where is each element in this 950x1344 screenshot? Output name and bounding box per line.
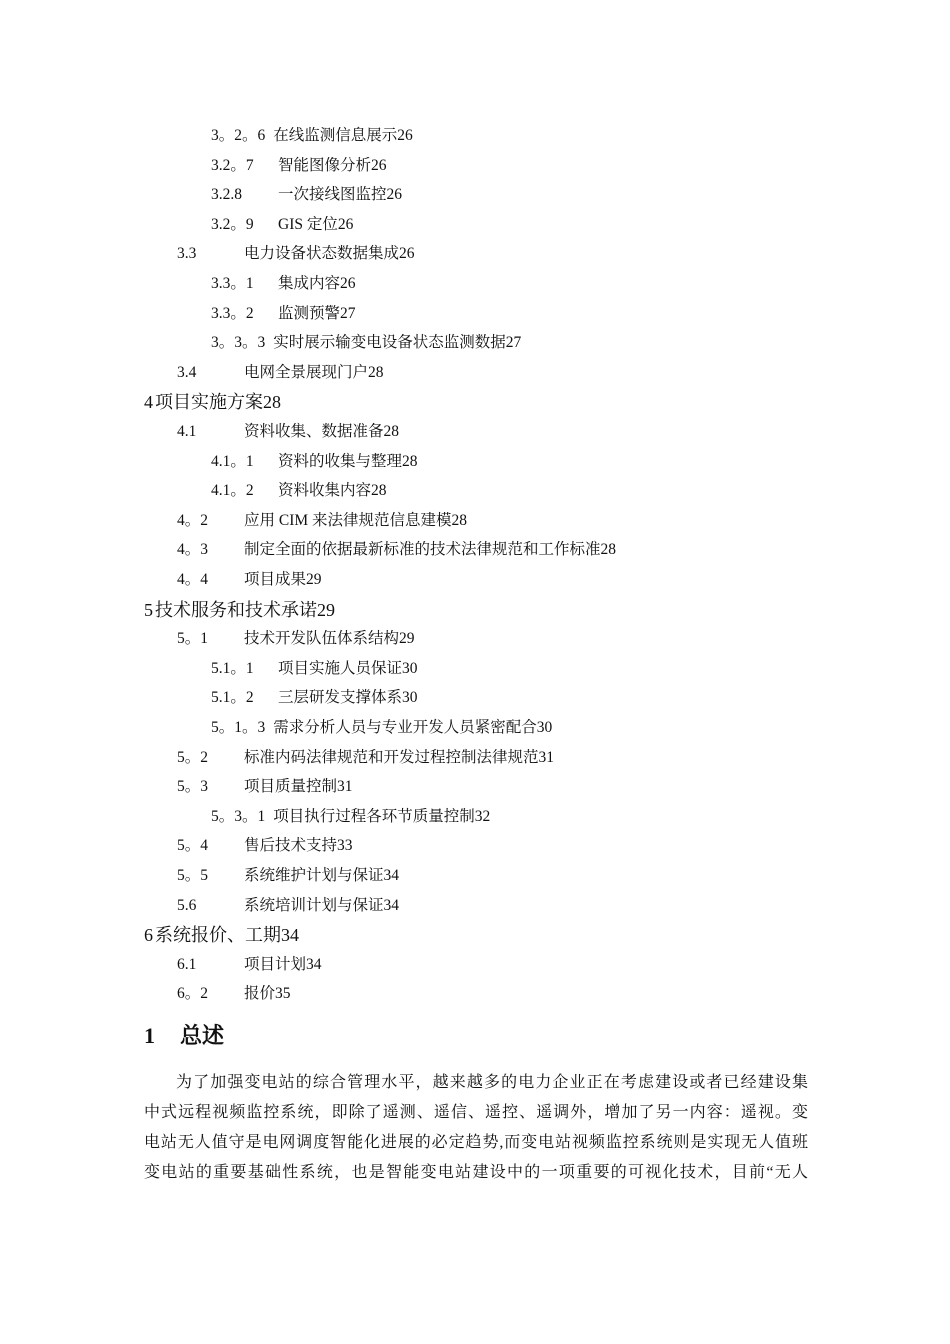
- toc-title: 技术开发队伍体系结构: [244, 630, 400, 648]
- toc-title: 项目实施人员保证: [278, 659, 403, 677]
- paragraph-line: 为了加强变电站的综合管理水平，越来越多的电力企业正在考虑建设或者已经建设集: [176, 1074, 808, 1091]
- toc-page-number: 26: [371, 156, 387, 174]
- toc-title: 集成内容: [278, 275, 341, 292]
- toc-page-number: 34: [383, 867, 400, 884]
- toc-page-number: 35: [275, 985, 291, 1003]
- toc-title: 在线监测信息展示: [273, 127, 398, 144]
- toc-page-number: 28: [402, 452, 418, 470]
- toc-entry[interactable]: [177, 627, 415, 651]
- toc-page-number: 29: [317, 599, 335, 620]
- toc-number: 3.2.8: [211, 186, 242, 204]
- toc-page-number: 28: [383, 423, 400, 440]
- toc-page-number: 34: [383, 896, 400, 914]
- toc-title: 需求分析人员与专业开发人员紧密配合: [273, 719, 537, 736]
- toc-entry[interactable]: [177, 242, 415, 266]
- toc-entry[interactable]: [144, 390, 281, 414]
- toc-number: 5。3: [177, 778, 209, 796]
- toc-title: 系统培训计划与保证: [244, 896, 384, 914]
- toc-entry[interactable]: [211, 213, 353, 237]
- toc-number: 5。4: [177, 837, 209, 855]
- toc-number: 5.1。2: [211, 689, 254, 707]
- toc-number: 5。3。1: [211, 807, 266, 825]
- section-title: 总述: [180, 1023, 225, 1048]
- toc-page-number: 28: [600, 541, 617, 559]
- toc-title: 项目执行过程各环节质量控制: [273, 807, 475, 825]
- toc-page-number: 26: [337, 215, 354, 233]
- toc-page-number: 27: [505, 334, 522, 352]
- toc-page-number: 28: [263, 392, 281, 413]
- toc-entry[interactable]: [211, 686, 418, 710]
- toc-page-number: 34: [281, 925, 299, 946]
- toc-entry[interactable]: [177, 361, 384, 385]
- toc-page-number: 31: [538, 748, 555, 766]
- toc-page-number: 27: [340, 304, 356, 322]
- toc-number: 3.3。1: [211, 275, 254, 292]
- toc-number: 4: [144, 392, 153, 413]
- toc-entry[interactable]: [177, 538, 616, 562]
- toc-entry[interactable]: [177, 509, 467, 533]
- toc-title: 资料的收集与整理: [278, 452, 403, 470]
- toc-title: 系统报价、工期: [155, 925, 281, 946]
- toc-entry[interactable]: [211, 154, 387, 178]
- toc-page-number: 28: [451, 511, 468, 529]
- toc-number: 3.4: [177, 363, 197, 381]
- toc-number: 5。1: [177, 630, 209, 648]
- toc-page-number: 29: [306, 571, 322, 588]
- toc-number: 6: [144, 925, 153, 946]
- toc-entry[interactable]: [177, 982, 291, 1006]
- toc-page-number: 26: [340, 275, 356, 292]
- toc-number: 4.1。1: [211, 452, 254, 470]
- section-number: 1: [144, 1023, 155, 1048]
- toc-title: 应用 CIM 来法律规范信息建模: [244, 511, 452, 529]
- toc-page-number: 34: [306, 955, 322, 973]
- toc-entry[interactable]: [211, 716, 552, 740]
- toc-page-number: 30: [402, 659, 418, 677]
- toc-page-number: 26: [399, 245, 415, 263]
- toc-number: 4.1。2: [211, 482, 254, 500]
- toc-entry[interactable]: [177, 864, 399, 888]
- toc-entry[interactable]: [177, 834, 353, 858]
- toc-title: 标准内码法律规范和开发过程控制法律规范: [244, 748, 539, 766]
- toc-page-number: 29: [399, 630, 415, 648]
- toc-number: 4。2: [177, 511, 209, 529]
- toc-number: 6.1: [177, 955, 197, 973]
- toc-title: 售后技术支持: [244, 837, 338, 855]
- toc-entry[interactable]: [177, 568, 322, 592]
- toc-entry[interactable]: [211, 450, 418, 474]
- toc-page-number: 30: [536, 719, 553, 736]
- toc-number: 3.3: [177, 245, 197, 263]
- toc-entry[interactable]: [144, 598, 335, 622]
- toc-number: 4.1: [177, 423, 197, 440]
- paragraph-line: 变电站的重要基础性系统，也是智能变电站建设中的一项重要的可视化技术，目前“无人: [144, 1164, 808, 1181]
- paragraph-line: 电站无人值守是电网调度智能化进展的必定趋势,而变电站视频监控系统则是实现无人值班: [144, 1134, 808, 1151]
- toc-number: 5.1。1: [211, 659, 254, 677]
- toc-page-number: 30: [402, 689, 418, 707]
- toc-page-number: 32: [474, 807, 491, 825]
- section-heading: [144, 1020, 224, 1052]
- toc-entry[interactable]: [177, 775, 353, 799]
- toc-title: 智能图像分析: [278, 156, 372, 174]
- toc-title: 电力设备状态数据集成: [244, 245, 400, 263]
- toc-number: 6。2: [177, 985, 209, 1003]
- toc-title: 项目计划: [244, 955, 307, 973]
- toc-title: 三层研发支撑体系: [278, 689, 403, 707]
- toc-number: 5: [144, 599, 153, 620]
- toc-number: 3。2。6: [211, 127, 266, 144]
- toc-entry[interactable]: [211, 124, 413, 148]
- toc-page-number: 26: [397, 127, 413, 144]
- toc-number: 3.3。2: [211, 304, 254, 322]
- paragraph-line: 中式远程视频监控系统，即除了遥测、遥信、遥控、遥调外，增加了另一内容：遥视。变: [144, 1104, 808, 1121]
- toc-number: 5.6: [177, 896, 197, 914]
- toc-entry[interactable]: [211, 302, 356, 326]
- toc-title: 资料收集内容: [278, 482, 372, 500]
- toc-number: 4。4: [177, 571, 209, 588]
- toc-title: 系统维护计划与保证: [244, 867, 384, 884]
- toc-entry[interactable]: [144, 923, 299, 947]
- toc-title: 实时展示输变电设备状态监测数据: [273, 334, 506, 352]
- toc-title: 制定全面的依据最新标准的技术法律规范和工作标准: [244, 541, 601, 559]
- toc-title: 电网全景展现门户: [244, 363, 369, 381]
- toc-entry[interactable]: [211, 657, 418, 681]
- toc-title: 项目成果: [244, 571, 307, 588]
- toc-title: 项目实施方案: [155, 392, 263, 413]
- toc-number: 3.2。7: [211, 156, 254, 174]
- toc-page-number: 28: [368, 363, 384, 381]
- toc-title: 监测预警: [278, 304, 341, 322]
- toc-number: 5。5: [177, 867, 209, 884]
- toc-entry[interactable]: [177, 953, 322, 977]
- toc-entry[interactable]: [177, 746, 554, 770]
- toc-entry[interactable]: [211, 805, 490, 829]
- toc-title: GIS 定位: [278, 215, 338, 233]
- toc-number: 5。1。3: [211, 719, 266, 736]
- body-paragraph: [144, 1068, 808, 1188]
- toc-title: 技术服务和技术承诺: [155, 599, 317, 620]
- toc-entry[interactable]: [211, 479, 387, 503]
- toc-title: 项目质量控制: [244, 778, 338, 796]
- toc-title: 报价: [244, 985, 276, 1003]
- toc-entry[interactable]: [211, 272, 356, 296]
- toc-page-number: 28: [371, 482, 387, 500]
- toc-title: 资料收集、数据准备: [244, 423, 384, 440]
- toc-title: 一次接线图监控: [278, 186, 387, 204]
- toc-page-number: 31: [337, 778, 353, 796]
- toc-entry[interactable]: [177, 420, 399, 444]
- toc-entry[interactable]: [177, 894, 399, 918]
- toc-number: 5。2: [177, 748, 209, 766]
- toc-number: 3.2。9: [211, 215, 254, 233]
- toc-entry[interactable]: [211, 331, 521, 355]
- toc-number: 4。3: [177, 541, 209, 559]
- toc-page-number: 33: [337, 837, 353, 855]
- toc-page-number: 26: [386, 186, 403, 204]
- toc-entry[interactable]: [211, 183, 402, 207]
- toc-number: 3。3。3: [211, 334, 266, 352]
